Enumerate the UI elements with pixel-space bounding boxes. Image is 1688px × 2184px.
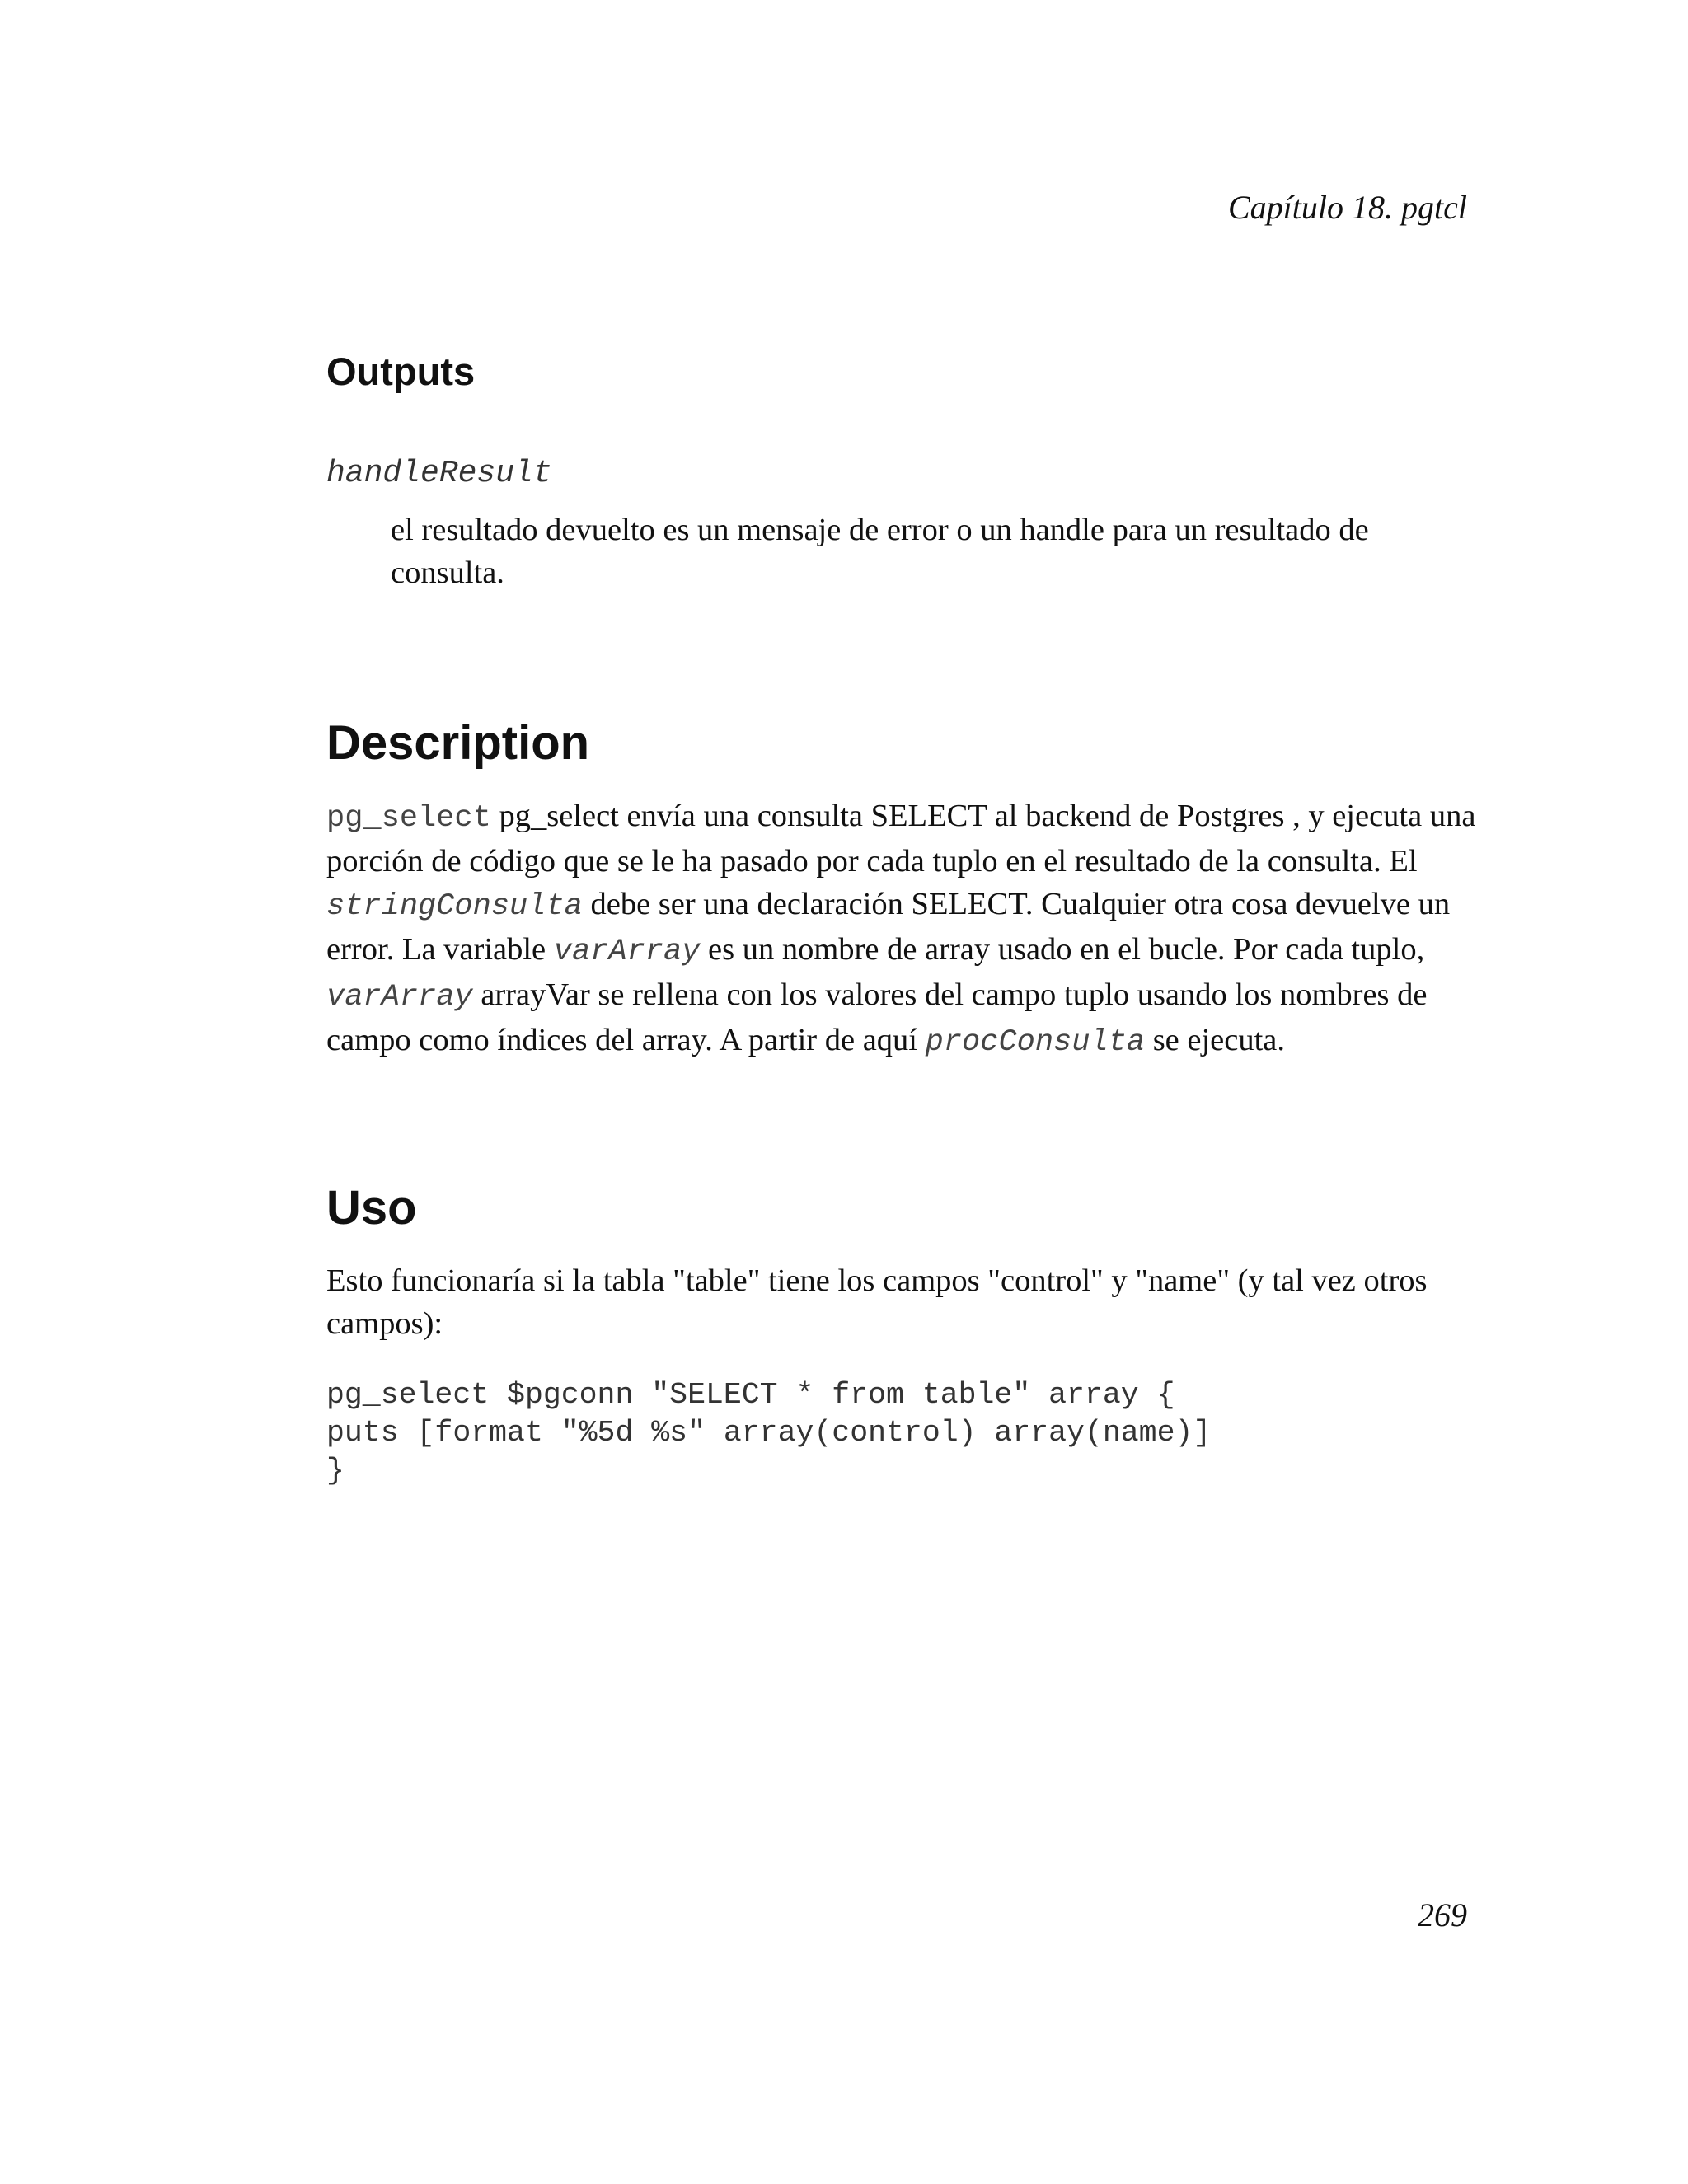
description-text-1: pg_select envía una consulta SELECT al backend de Postgres , y ejecuta una porción de código que se le ha pasado por cada tuplo en el resultado de la consulta. El	[326, 799, 1476, 879]
code-example: pg_select $pgconn "SELECT * from table" array { puts [format "%5d %s" array(control) array(name)] }	[326, 1378, 1212, 1488]
code-pg-select: pg_select	[326, 801, 491, 836]
description-heading: Description	[326, 716, 590, 770]
description-paragraph	[326, 794, 1480, 1064]
outputs-heading: Outputs	[326, 349, 476, 393]
description-text-4: arrayVar se rellena con los valores del campo tuplo usando los nombres de campo como índices del array. A partir de aquí	[326, 977, 1428, 1057]
var-proc-consulta: procConsulta	[925, 1025, 1146, 1060]
description-text-2: debe ser una declaración SELECT. Cualquier otra cosa devuelve un error. La variable	[326, 887, 1451, 967]
description-text-5: se ejecuta.	[1145, 1023, 1286, 1057]
var-var-array-2: varArray	[326, 980, 473, 1015]
uso-heading: Uso	[326, 1181, 417, 1235]
var-var-array: varArray	[553, 935, 701, 969]
outputs-term-description: el resultado devuelto es un mensaje de error o un handle para un resultado de consulta.	[391, 513, 1369, 590]
var-string-consulta: stringConsulta	[326, 889, 583, 924]
page-number: 269	[1418, 1896, 1467, 1933]
running-header: Capítulo 18. pgtcl	[1228, 189, 1467, 226]
description-text-3: es un nombre de array usado en el bucle. Por cada tuplo,	[700, 932, 1425, 967]
uso-intro: Esto funcionaría si la tabla "table" tiene los campos "control" y "name" (y tal vez otros campos):	[326, 1263, 1428, 1341]
outputs-term: handleResult	[326, 456, 552, 491]
